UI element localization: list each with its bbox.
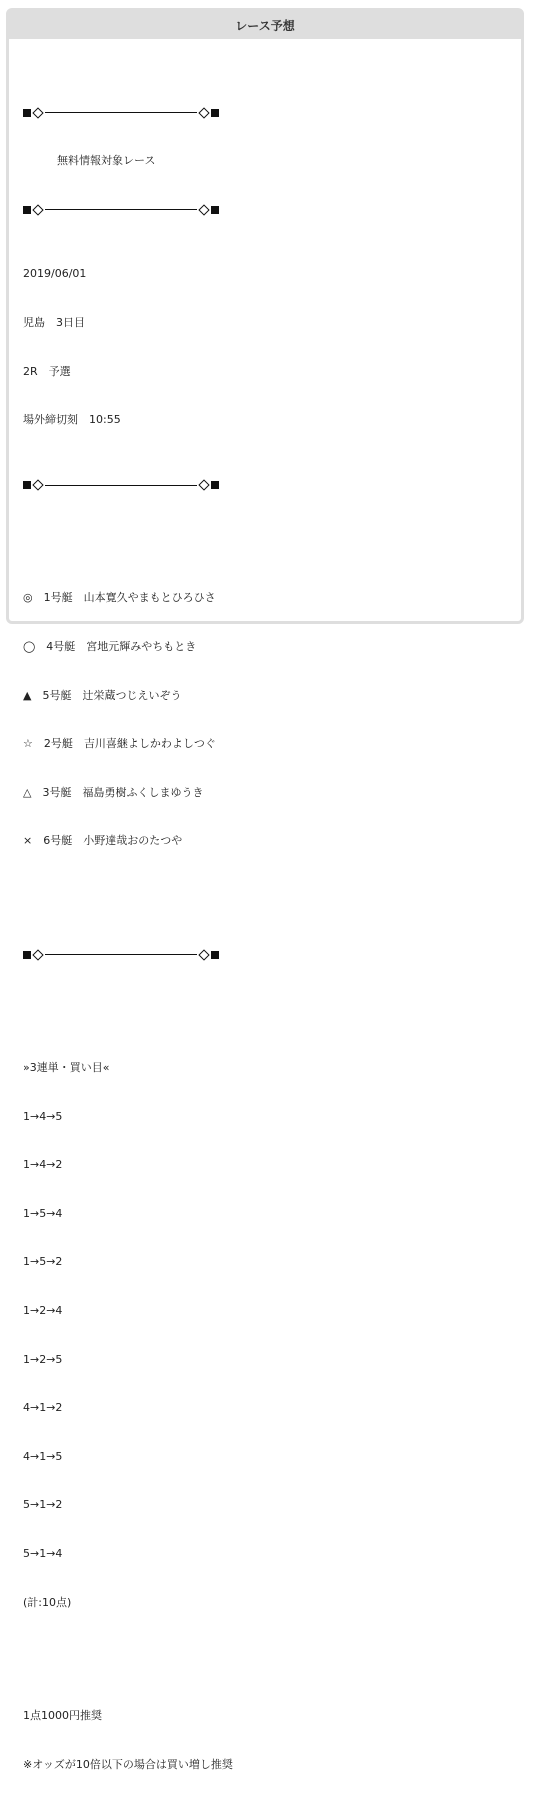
bet-heading: »3連単・買い目«: [23, 1061, 110, 1075]
bet-row: 5→1→4: [23, 1547, 63, 1561]
prediction-row: ▲ 5号艇 辻栄蔵つじえいぞう: [23, 688, 182, 702]
divider: [23, 104, 511, 120]
race-prediction-panel: [6, 8, 524, 1771]
bet-row: 5→1→2: [23, 1498, 63, 1512]
prediction-row: × 6号艇 小野達哉おのたつや: [23, 834, 183, 848]
bet-row: 1→2→4: [23, 1304, 63, 1318]
bet-total: (計:10点): [23, 1595, 72, 1609]
race-date: 2019/06/01: [23, 267, 87, 281]
free-info-label: 無料情報対象レース: [57, 154, 156, 167]
panel-title: レース予想: [9, 11, 521, 39]
prediction-content: [23, 72, 511, 1805]
bet-row: 1→4→5: [23, 1109, 63, 1123]
bet-row: 1→5→4: [23, 1206, 63, 1220]
deadline-time: 場外締切刻 10:55: [23, 413, 121, 427]
bet-row: 1→5→2: [23, 1255, 63, 1269]
odds-note: ※オッズが10倍以下の場合は買い増し推奨: [23, 1757, 233, 1771]
prediction-row: ◯ 4号艇 宮地元輝みやちもとき: [23, 639, 197, 653]
bet-row: 4→1→5: [23, 1449, 63, 1463]
divider: [23, 477, 511, 493]
divider: [23, 947, 511, 963]
bet-row: 1→4→2: [23, 1158, 63, 1172]
stake-recommendation: 1点1000円推奨: [23, 1709, 102, 1723]
race-name: 2R 予選: [23, 364, 71, 378]
bet-row: 4→1→2: [23, 1401, 63, 1415]
divider: [23, 202, 511, 218]
prediction-row: ◎ 1号艇 山本寛久やまもとひろひさ: [23, 591, 216, 605]
prediction-row: △ 3号艇 福島勇樹ふくしまゆうき: [23, 785, 204, 799]
prediction-row: ☆ 2号艇 吉川喜継よしかわよしつぐ: [23, 737, 216, 751]
bet-row: 1→2→5: [23, 1352, 63, 1366]
venue-day: 児島 3日目: [23, 315, 85, 329]
